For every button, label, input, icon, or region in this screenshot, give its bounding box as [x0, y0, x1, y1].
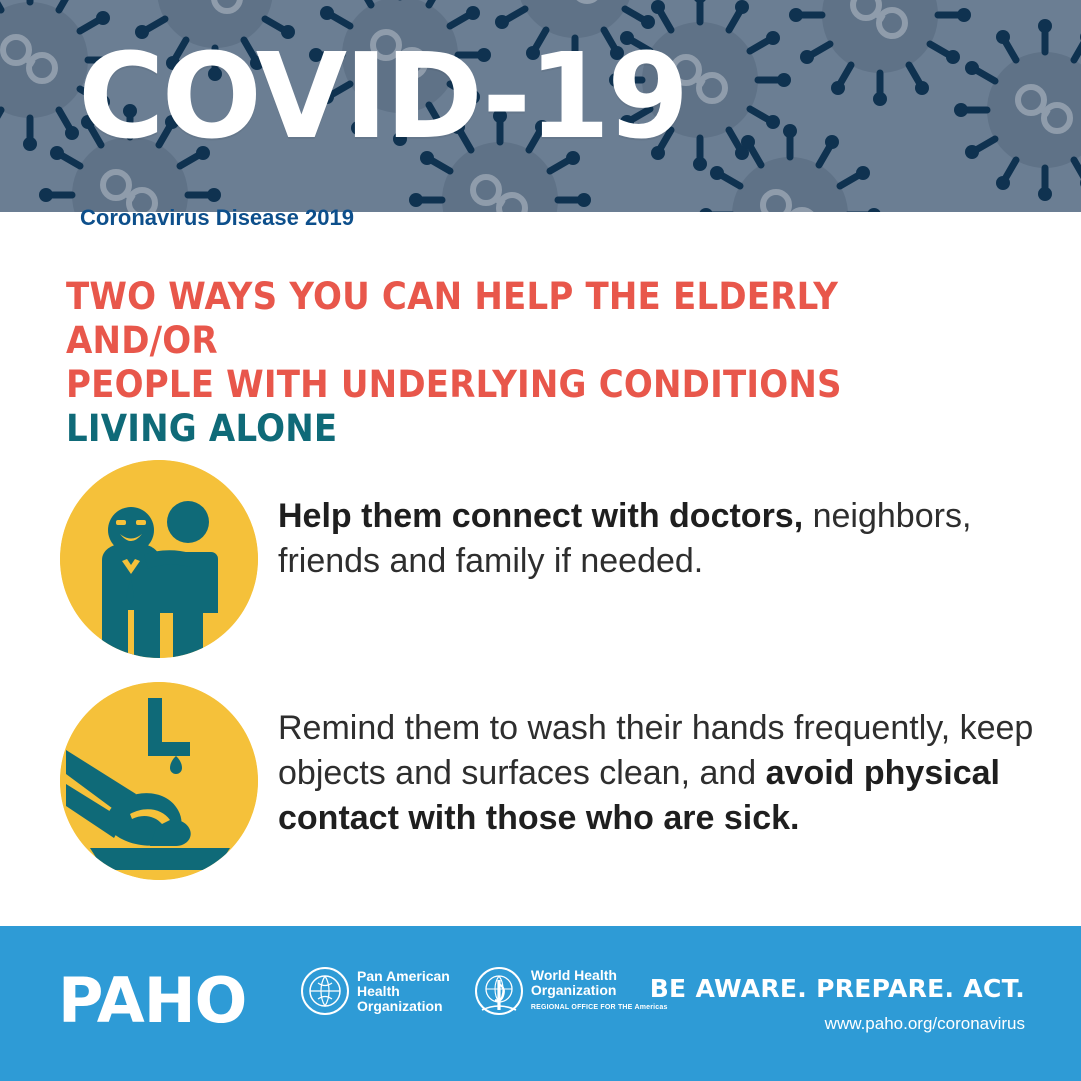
advice-list [0, 460, 1081, 880]
paho-globe-icon [300, 966, 350, 1016]
headline-line-2: PEOPLE WITH UNDERLYING CONDITIONS [66, 363, 842, 406]
paho-logo-text [357, 969, 450, 1014]
page-title: COVID-19 [78, 27, 687, 165]
list-item-bold-text: avoid physical contact with those who are sick. [278, 754, 1000, 837]
handwashing-icon [60, 682, 258, 880]
who-logo [474, 966, 668, 1016]
paho-logo-line-2: Health [357, 982, 400, 999]
list-item [0, 460, 1081, 658]
headline-line-1: TWO WAYS YOU CAN HELP THE ELDERLY AND/OR [66, 275, 839, 362]
list-item-rest-text: neighbors, friends and family if needed. [278, 497, 972, 580]
poster-header [0, 0, 1081, 212]
paho-wordmark: PAHO [58, 964, 247, 1037]
paho-logo-line-1: Pan American [357, 967, 450, 984]
list-item-text [278, 460, 1038, 584]
page-subtitle: Coronavirus Disease 2019 [80, 205, 354, 230]
headline [66, 275, 966, 451]
footer-url[interactable]: www.paho.org/coronavirus [824, 1014, 1025, 1033]
list-item-bold-text: Help them connect with doctors, [278, 497, 804, 535]
list-item [0, 682, 1081, 880]
paho-logo [300, 966, 450, 1016]
poster-footer [0, 926, 1081, 1081]
footer-slogan: BE AWARE. PREPARE. ACT. [649, 974, 1025, 1003]
list-item-text [278, 682, 1038, 841]
two-people-icon [60, 460, 258, 658]
who-logo-line-2: Organization [530, 981, 617, 998]
who-logo-small-text: REGIONAL OFFICE FOR THE Americas [530, 1003, 668, 1011]
who-logo-text [531, 968, 668, 1015]
list-item-lead-text: Remind them to wash their hands frequently, keep objects and surfaces clean, and [278, 709, 1034, 792]
who-logo-line-1: World Health [530, 966, 617, 983]
organization-logos [300, 966, 668, 1016]
paho-logo-line-3: Organization [357, 997, 443, 1014]
headline-line-3: LIVING ALONE [66, 407, 338, 450]
who-emblem-icon [474, 966, 524, 1016]
